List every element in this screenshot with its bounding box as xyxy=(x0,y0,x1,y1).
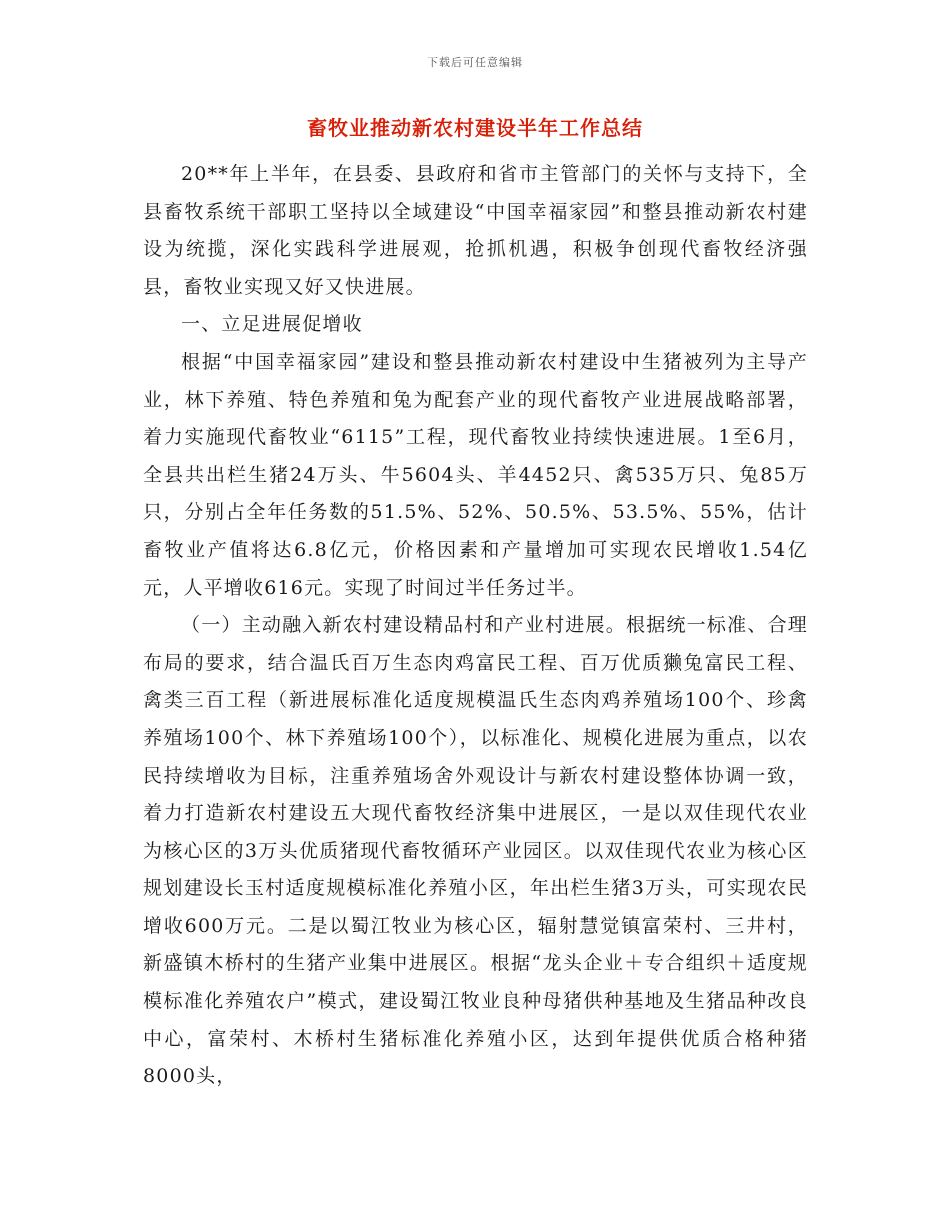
section-heading-1: 一、立足进展促增收 xyxy=(181,313,363,336)
paragraph-section-1: 根据“中国幸福家园”建设和整县推动新农村建设中生猪被列为主导产业，林下养殖、特色养殖和兔为配套产业的现代畜牧产业进展战略部署，着力实施现代畜牧业“6115”工程，现代畜牧业持续快速进展。1至6月，全县共出栏生猪24万头、牛5604头、羊4452只、禽535万只、兔85万只，分别占全年任务数的51.5%、52%、50.5%、53.5%、55%，估计畜牧业产值将达6.8亿元，价格因素和产量增加可实现农民增收1.54亿元，人平增收616元。实现了时间过半任务过半。 xyxy=(143,350,808,599)
paragraph-subsection-1: （一）主动融入新农村建设精品村和产业村进展。根据统一标准、合理布局的要求，结合温氏百万生态肉鸡富民工程、百万优质獭兔富民工程、禽类三百工程（新进展标准化适度规模温氏生态肉鸡养殖场100个、珍禽养殖场100个、林下养殖场100个），以标准化、规模化进展为重点，以农民持续增收为目标，注重养殖场舍外观设计与新农村建设整体协调一致，着力打造新农村建设五大现代畜牧经济集中进展区，一是以双佳现代农业为核心区的3万头优质猪现代畜牧循环产业园区。以双佳现代农业为核心区规划建设长玉村适度规模标准化养殖小区，年出栏生猪3万头，可实现农民增收600万元。二是以蜀江牧业为核心区，辐射慧觉镇富荣村、三井村，新盛镇木桥村的生猪产业集中进展区。根据“龙头企业＋专合组织＋适度规模标准化养殖农户”模式，建设蜀江牧业良种母猪供种基地及生猪品种改良中心，富荣村、木桥村生猪标准化养殖小区，达到年提供优质合格种猪8000头， xyxy=(143,614,808,1088)
header-note: 下载后可任意编辑 xyxy=(427,56,523,69)
document-body xyxy=(143,156,808,1096)
document-title: 畜牧业推动新农村建设半年工作总结 xyxy=(307,116,643,140)
paragraph-intro: 20**年上半年，在县委、县政府和省市主管部门的关怀与支持下，全县畜牧系统干部职工坚持以全域建设“中国幸福家园”和整县推动新农村建设为统揽，深化实践科学进展观，抢抓机遇，积极争创现代畜牧经济强县，畜牧业实现又好又快进展。 xyxy=(143,163,808,298)
